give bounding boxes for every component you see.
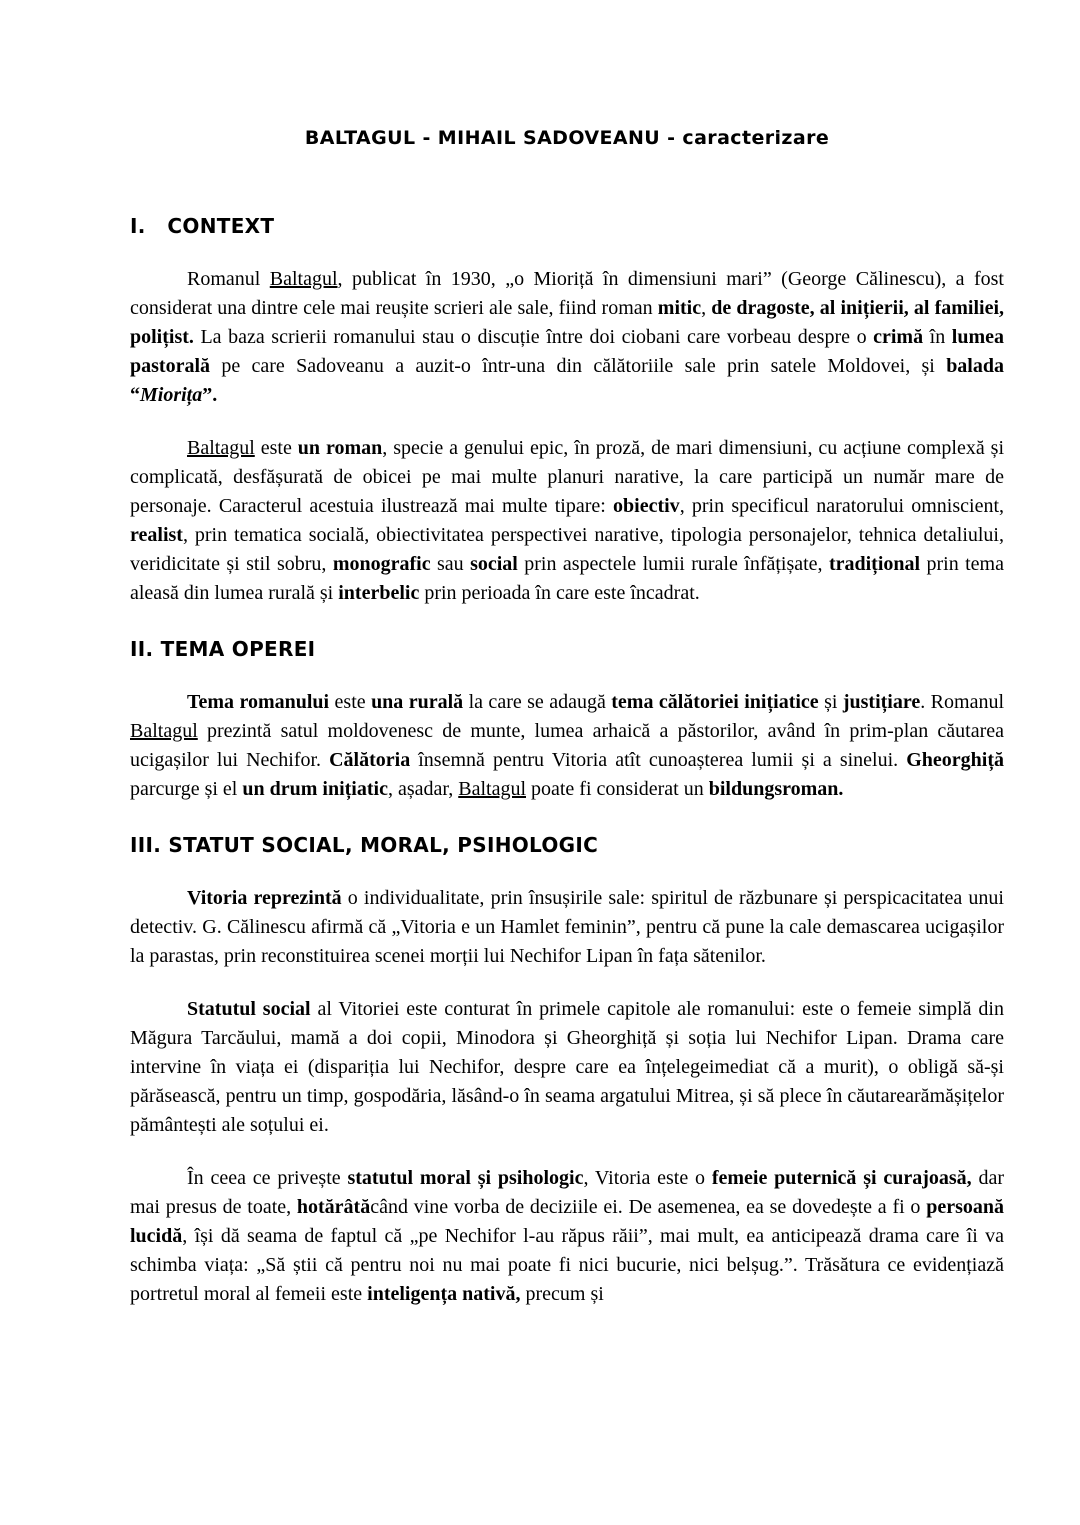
section-statut (130, 832, 1004, 1309)
paragraph-statut-2: Statutul social al Vitoriei este conturat în primele capitole ale romanului: este o femeie simplă din Măgura Tarcăului, mamă a doi copii, Minodora și Gheorghiță și soția lui Nechifor Lipan. Drama care intervine în viața ei (dispariția lui Nechifor, despre care ea înțelegeimediat că a murit), o obligă să-și părăsească, pentru un timp, gospodăria, lăsând-o în seama argatului Mitrea, și să plece în căutarearămășițelor pământești ale soțului ei. (130, 998, 1004, 1136)
section-heading-context: I. CONTEXT (130, 214, 275, 238)
paragraph-statut-3: În ceea ce privește statutul moral și psihologic, Vitoria este o femeie puternică și curajoasă, dar mai presus de toate, hotărâtăcând vine vorba de deciziile ei. De asemenea, ea se dovedește a fi o persoană lucidă, își dă seama de faptul că „pe Nechifor l-au răpus răii”, mai mult, ea anticipează drama care îi va schimba viața: „Să știi că pentru noi nu mai poate fi nici bucurie, nici belșug.”. Trăsătura ce evidențiază portretul moral al femeii este inteligența nativă, precum și (130, 1167, 1005, 1305)
paragraph-tema-1: Tema romanului este una rurală la care se adaugă tema călătoriei inițiatice și justițiare. Romanul Baltagul prezintă satul moldovenesc de munte, lumea arhaică a păstorilor, având în prim-plan căutarea ucigașilor lui Nechifor. Călătoria însemnă pentru Vitoria atît cunoașterea lumii și a sinelui. Gheorghiță parcurge și el un drum inițiatic, așadar, Baltagul poate fi considerat un bildungsroman. (130, 691, 1005, 800)
document-title: BALTAGUL - MIHAIL SADOVEANU - caracterizare (304, 127, 830, 149)
paragraph-statut-1: Vitoria reprezintă o individualitate, prin însușirile sale: spiritul de răzbunare și perspicacitatea unui detectiv. G. Călinescu afirmă că „Vitoria e un Hamlet feminin”, pentru că pune la cale demascarea ucigașilor la parastas, prin reconstituirea scenei morții lui Nechifor Lipan în fața sătenilor. (130, 887, 1004, 967)
paragraph-context-1: Romanul Baltagul, publicat în 1930, „o Mioriță în dimensiuni mari” (George Călinescu), a fost considerat una dintre cele mai reușite scrieri ale sale, fiind roman mitic, de dragoste, al inițierii, al familiei, polițist. La baza scrierii romanului stau o discuție între doi ciobani care vorbeau despre o crimă în lumea pastorală pe care Sadoveanu a auzit-o într-una din călătoriile sale prin satele Moldovei, și balada “Miorița”. (130, 268, 1004, 406)
section-context (130, 213, 1004, 608)
section-heading-tema-operei: II. TEMA OPEREI (130, 637, 316, 661)
section-heading-statut: III. STATUT SOCIAL, MORAL, PSIHOLOGIC (130, 833, 599, 857)
paragraph-context-2: Baltagul este un roman, specie a genului epic, în proză, de mari dimensiuni, cu acțiune complexă și complicată, desfășurată de obicei pe mai multe planuri narative, la care participă un număr mare de personaje. Caracterul acestuia ilustrează mai multe tipare: obiectiv, prin specificul naratorului omniscient, realist, prin tematica socială, obiectivitatea perspectivei narative, tipologia personajelor, tehnica detaliului, veridicitate și stil sobru, monografic sau social prin aspectele lumii rurale înfățișate, tradițional prin tema aleasă din lumea rurală și interbelic prin perioada în care este încadrat. (130, 437, 1005, 604)
section-tema-operei (130, 636, 1004, 804)
